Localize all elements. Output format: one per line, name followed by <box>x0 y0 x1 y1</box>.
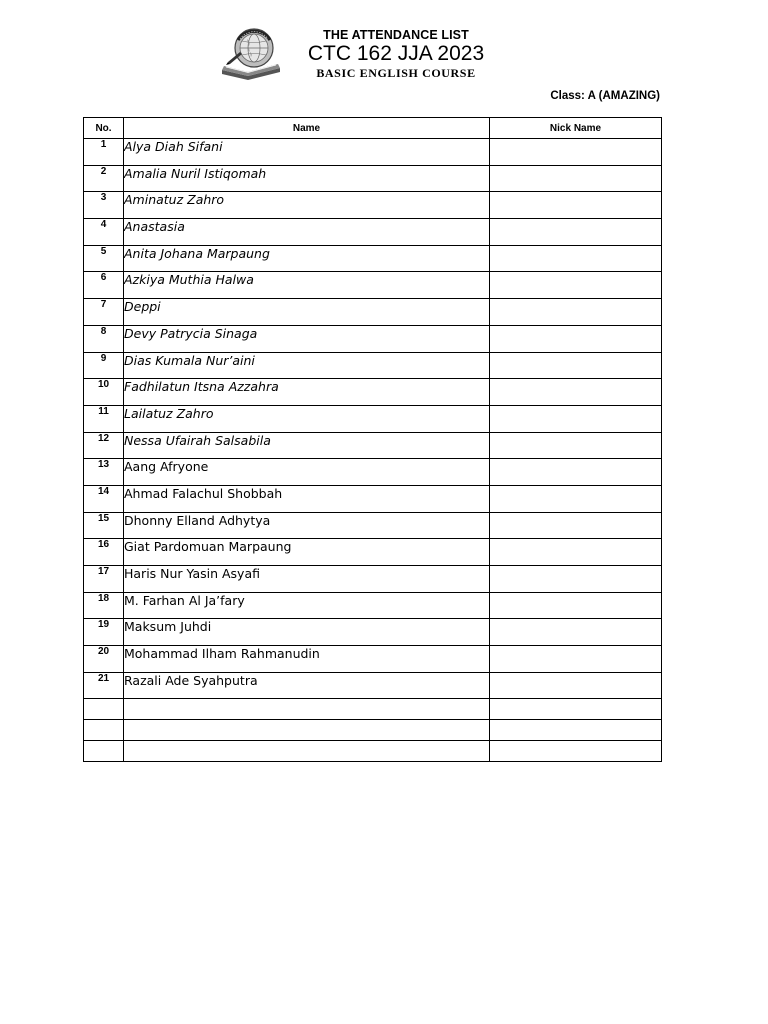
student-name: Azkiya Muthia Halwa <box>124 272 490 299</box>
row-number: 17 <box>84 566 124 593</box>
row-number: 8 <box>84 325 124 352</box>
nick-name-cell <box>490 672 662 699</box>
nick-name-cell <box>490 646 662 673</box>
nick-name-cell <box>490 619 662 646</box>
student-name: Fadhilatun Itsna Azzahra <box>124 379 490 406</box>
student-name: Dias Kumala Nur’aini <box>124 352 490 379</box>
nick-name-cell <box>490 459 662 486</box>
student-name: Lailatuz Zahro <box>124 405 490 432</box>
row-number: 14 <box>84 485 124 512</box>
table-row <box>84 485 662 512</box>
row-number: 18 <box>84 592 124 619</box>
nick-name-cell <box>490 325 662 352</box>
student-name: Anastasia <box>124 219 490 246</box>
row-number: 3 <box>84 192 124 219</box>
student-name: Dhonny Elland Adhytya <box>124 512 490 539</box>
student-name: Deppi <box>124 299 490 326</box>
nick-name-cell <box>490 299 662 326</box>
class-label: Class: A (AMAZING) <box>550 90 660 102</box>
nick-name-cell <box>490 139 662 166</box>
course-name: BASIC ENGLISH COURSE <box>316 66 476 80</box>
table-row <box>84 619 662 646</box>
table-row <box>84 592 662 619</box>
student-name: Aang Afryone <box>124 459 490 486</box>
row-number: 12 <box>84 432 124 459</box>
header-name: Name <box>124 118 490 139</box>
table-row <box>84 192 662 219</box>
table-row <box>84 325 662 352</box>
student-name: Giat Pardomuan Marpaung <box>124 539 490 566</box>
student-name <box>124 720 490 741</box>
title-block <box>286 27 506 81</box>
table-row <box>84 741 662 762</box>
student-name <box>124 741 490 762</box>
table-row <box>84 539 662 566</box>
attendance-table <box>83 117 662 762</box>
table-row <box>84 139 662 166</box>
nick-name-cell <box>490 699 662 720</box>
table-row <box>84 512 662 539</box>
nick-name-cell <box>490 566 662 593</box>
row-number: 10 <box>84 379 124 406</box>
nick-name-cell <box>490 485 662 512</box>
nick-name-cell <box>490 165 662 192</box>
row-number: 5 <box>84 245 124 272</box>
row-number: 15 <box>84 512 124 539</box>
nick-name-cell <box>490 379 662 406</box>
table-row <box>84 566 662 593</box>
attendance-title: THE ATTENDANCE LIST <box>323 28 469 42</box>
nick-name-cell <box>490 245 662 272</box>
student-name: Anita Johana Marpaung <box>124 245 490 272</box>
nick-name-cell <box>490 272 662 299</box>
header-nick-name: Nick Name <box>490 118 662 139</box>
row-number: 7 <box>84 299 124 326</box>
student-name: Amalia Nuril Istiqomah <box>124 165 490 192</box>
table-row <box>84 219 662 246</box>
table-row <box>84 646 662 673</box>
table-row <box>84 245 662 272</box>
student-name: Nessa Ufairah Salsabila <box>124 432 490 459</box>
table-row <box>84 459 662 486</box>
nick-name-cell <box>490 352 662 379</box>
row-number: 1 <box>84 139 124 166</box>
table-header-row <box>84 118 662 139</box>
row-number <box>84 741 124 762</box>
table-row <box>84 720 662 741</box>
student-name: M. Farhan Al Ja’fary <box>124 592 490 619</box>
nick-name-cell <box>490 405 662 432</box>
table-row <box>84 405 662 432</box>
nick-name-cell <box>490 539 662 566</box>
table-row <box>84 165 662 192</box>
nick-name-cell <box>490 219 662 246</box>
nick-name-cell <box>490 192 662 219</box>
table-row <box>84 272 662 299</box>
table-row <box>84 672 662 699</box>
row-number: 21 <box>84 672 124 699</box>
nick-name-cell <box>490 432 662 459</box>
row-number: 4 <box>84 219 124 246</box>
course-code-title: CTC 162 JJA 2023 <box>307 42 485 65</box>
document-header <box>0 0 768 100</box>
student-name: Aminatuz Zahro <box>124 192 490 219</box>
row-number: 19 <box>84 619 124 646</box>
row-number <box>84 699 124 720</box>
student-name: Alya Diah Sifani <box>124 139 490 166</box>
table-row <box>84 379 662 406</box>
nick-name-cell <box>490 741 662 762</box>
table-row <box>84 299 662 326</box>
student-name: Ahmad Falachul Shobbah <box>124 485 490 512</box>
row-number <box>84 720 124 741</box>
student-name: Haris Nur Yasin Asyafi <box>124 566 490 593</box>
student-name: Razali Ade Syahputra <box>124 672 490 699</box>
row-number: 20 <box>84 646 124 673</box>
nick-name-cell <box>490 720 662 741</box>
table-row <box>84 352 662 379</box>
table-row <box>84 432 662 459</box>
table-row <box>84 699 662 720</box>
row-number: 16 <box>84 539 124 566</box>
globe-book-logo-icon <box>218 26 284 82</box>
row-number: 6 <box>84 272 124 299</box>
nick-name-cell <box>490 592 662 619</box>
row-number: 13 <box>84 459 124 486</box>
student-name: Devy Patrycia Sinaga <box>124 325 490 352</box>
row-number: 2 <box>84 165 124 192</box>
student-name: Mohammad Ilham Rahmanudin <box>124 646 490 673</box>
header-no: No. <box>84 118 124 139</box>
nick-name-cell <box>490 512 662 539</box>
row-number: 11 <box>84 405 124 432</box>
row-number: 9 <box>84 352 124 379</box>
student-name: Maksum Juhdi <box>124 619 490 646</box>
student-name <box>124 699 490 720</box>
